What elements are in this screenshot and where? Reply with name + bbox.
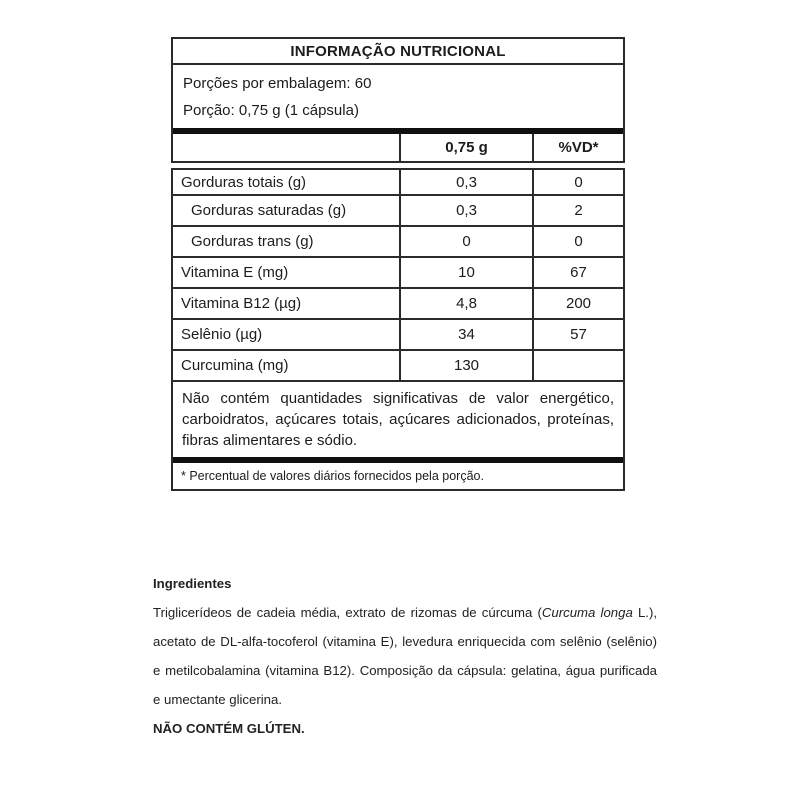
nutrient-dv: 2 <box>532 196 623 225</box>
nutrient-label: Curcumina (mg) <box>181 357 289 374</box>
nutrient-amount: 130 <box>399 351 532 380</box>
gluten-free-note: NÃO CONTÉM GLÚTEN. <box>153 721 305 736</box>
nutrient-row <box>173 320 623 351</box>
column-header-empty <box>173 134 399 161</box>
ingredients-heading: Ingredientes <box>153 576 232 591</box>
nutrient-amount: 0,3 <box>399 196 532 225</box>
insignificant-amounts-note: Não contém quantidades significativas de valor energético, carboidratos, açúcares totais, açúcares adicionados, proteínas, fibras alimentares e sódio. <box>173 382 623 463</box>
nutrient-dv: 57 <box>532 320 623 349</box>
nutrient-label: Vitamina B12 (µg) <box>181 295 302 312</box>
ingredients-text: Triglicerídeos de cadeia média, extrato de rizomas de cúrcuma (Curcuma longa L.), acetato de DL-alfa-tocoferol (vitamina E), levedura enriquecida com selênio (selênio) e metilcobalamina (vitamina B12). Composição da cápsula: gelatina, água purificada e umectante glicerina. <box>153 605 657 707</box>
ingredients-section <box>153 569 657 743</box>
servings-info <box>173 65 623 134</box>
nutrition-table-body-box <box>171 168 625 491</box>
nutrient-label: Selênio (µg) <box>181 326 263 343</box>
nutrient-dv: 67 <box>532 258 623 287</box>
nutrient-amount: 4,8 <box>399 289 532 318</box>
nutrient-dv: 0 <box>532 170 623 194</box>
nutrient-dv <box>532 351 623 380</box>
table-title: INFORMAÇÃO NUTRICIONAL <box>173 39 623 65</box>
nutrient-row <box>173 289 623 320</box>
nutrient-row <box>173 258 623 289</box>
nutrient-row <box>173 196 623 227</box>
serving-size: Porção: 0,75 g (1 cápsula) <box>183 102 359 119</box>
column-header-amount: 0,75 g <box>399 134 532 161</box>
nutrient-label: Gorduras totais (g) <box>181 173 307 191</box>
nutrient-row <box>173 351 623 382</box>
nutrient-label: Gorduras trans (g) <box>191 233 314 250</box>
nutrient-row <box>173 170 623 196</box>
daily-value-footnote: * Percentual de valores diários fornecidos pela porção. <box>181 469 484 483</box>
nutrition-table-header-box <box>171 37 625 163</box>
nutrient-dv: 200 <box>532 289 623 318</box>
nutrient-label: Gorduras saturadas (g) <box>191 202 347 219</box>
servings-per-package: Porções por embalagem: 60 <box>183 75 372 92</box>
nutrient-amount: 10 <box>399 258 532 287</box>
nutrient-dv: 0 <box>532 227 623 256</box>
nutrient-amount: 0 <box>399 227 532 256</box>
nutrient-amount: 0,3 <box>399 170 532 194</box>
column-header-dv: %VD* <box>532 134 623 161</box>
nutrient-label: Vitamina E (mg) <box>181 264 289 281</box>
column-header-row <box>173 134 623 161</box>
nutrient-row <box>173 227 623 258</box>
nutrient-amount: 34 <box>399 320 532 349</box>
